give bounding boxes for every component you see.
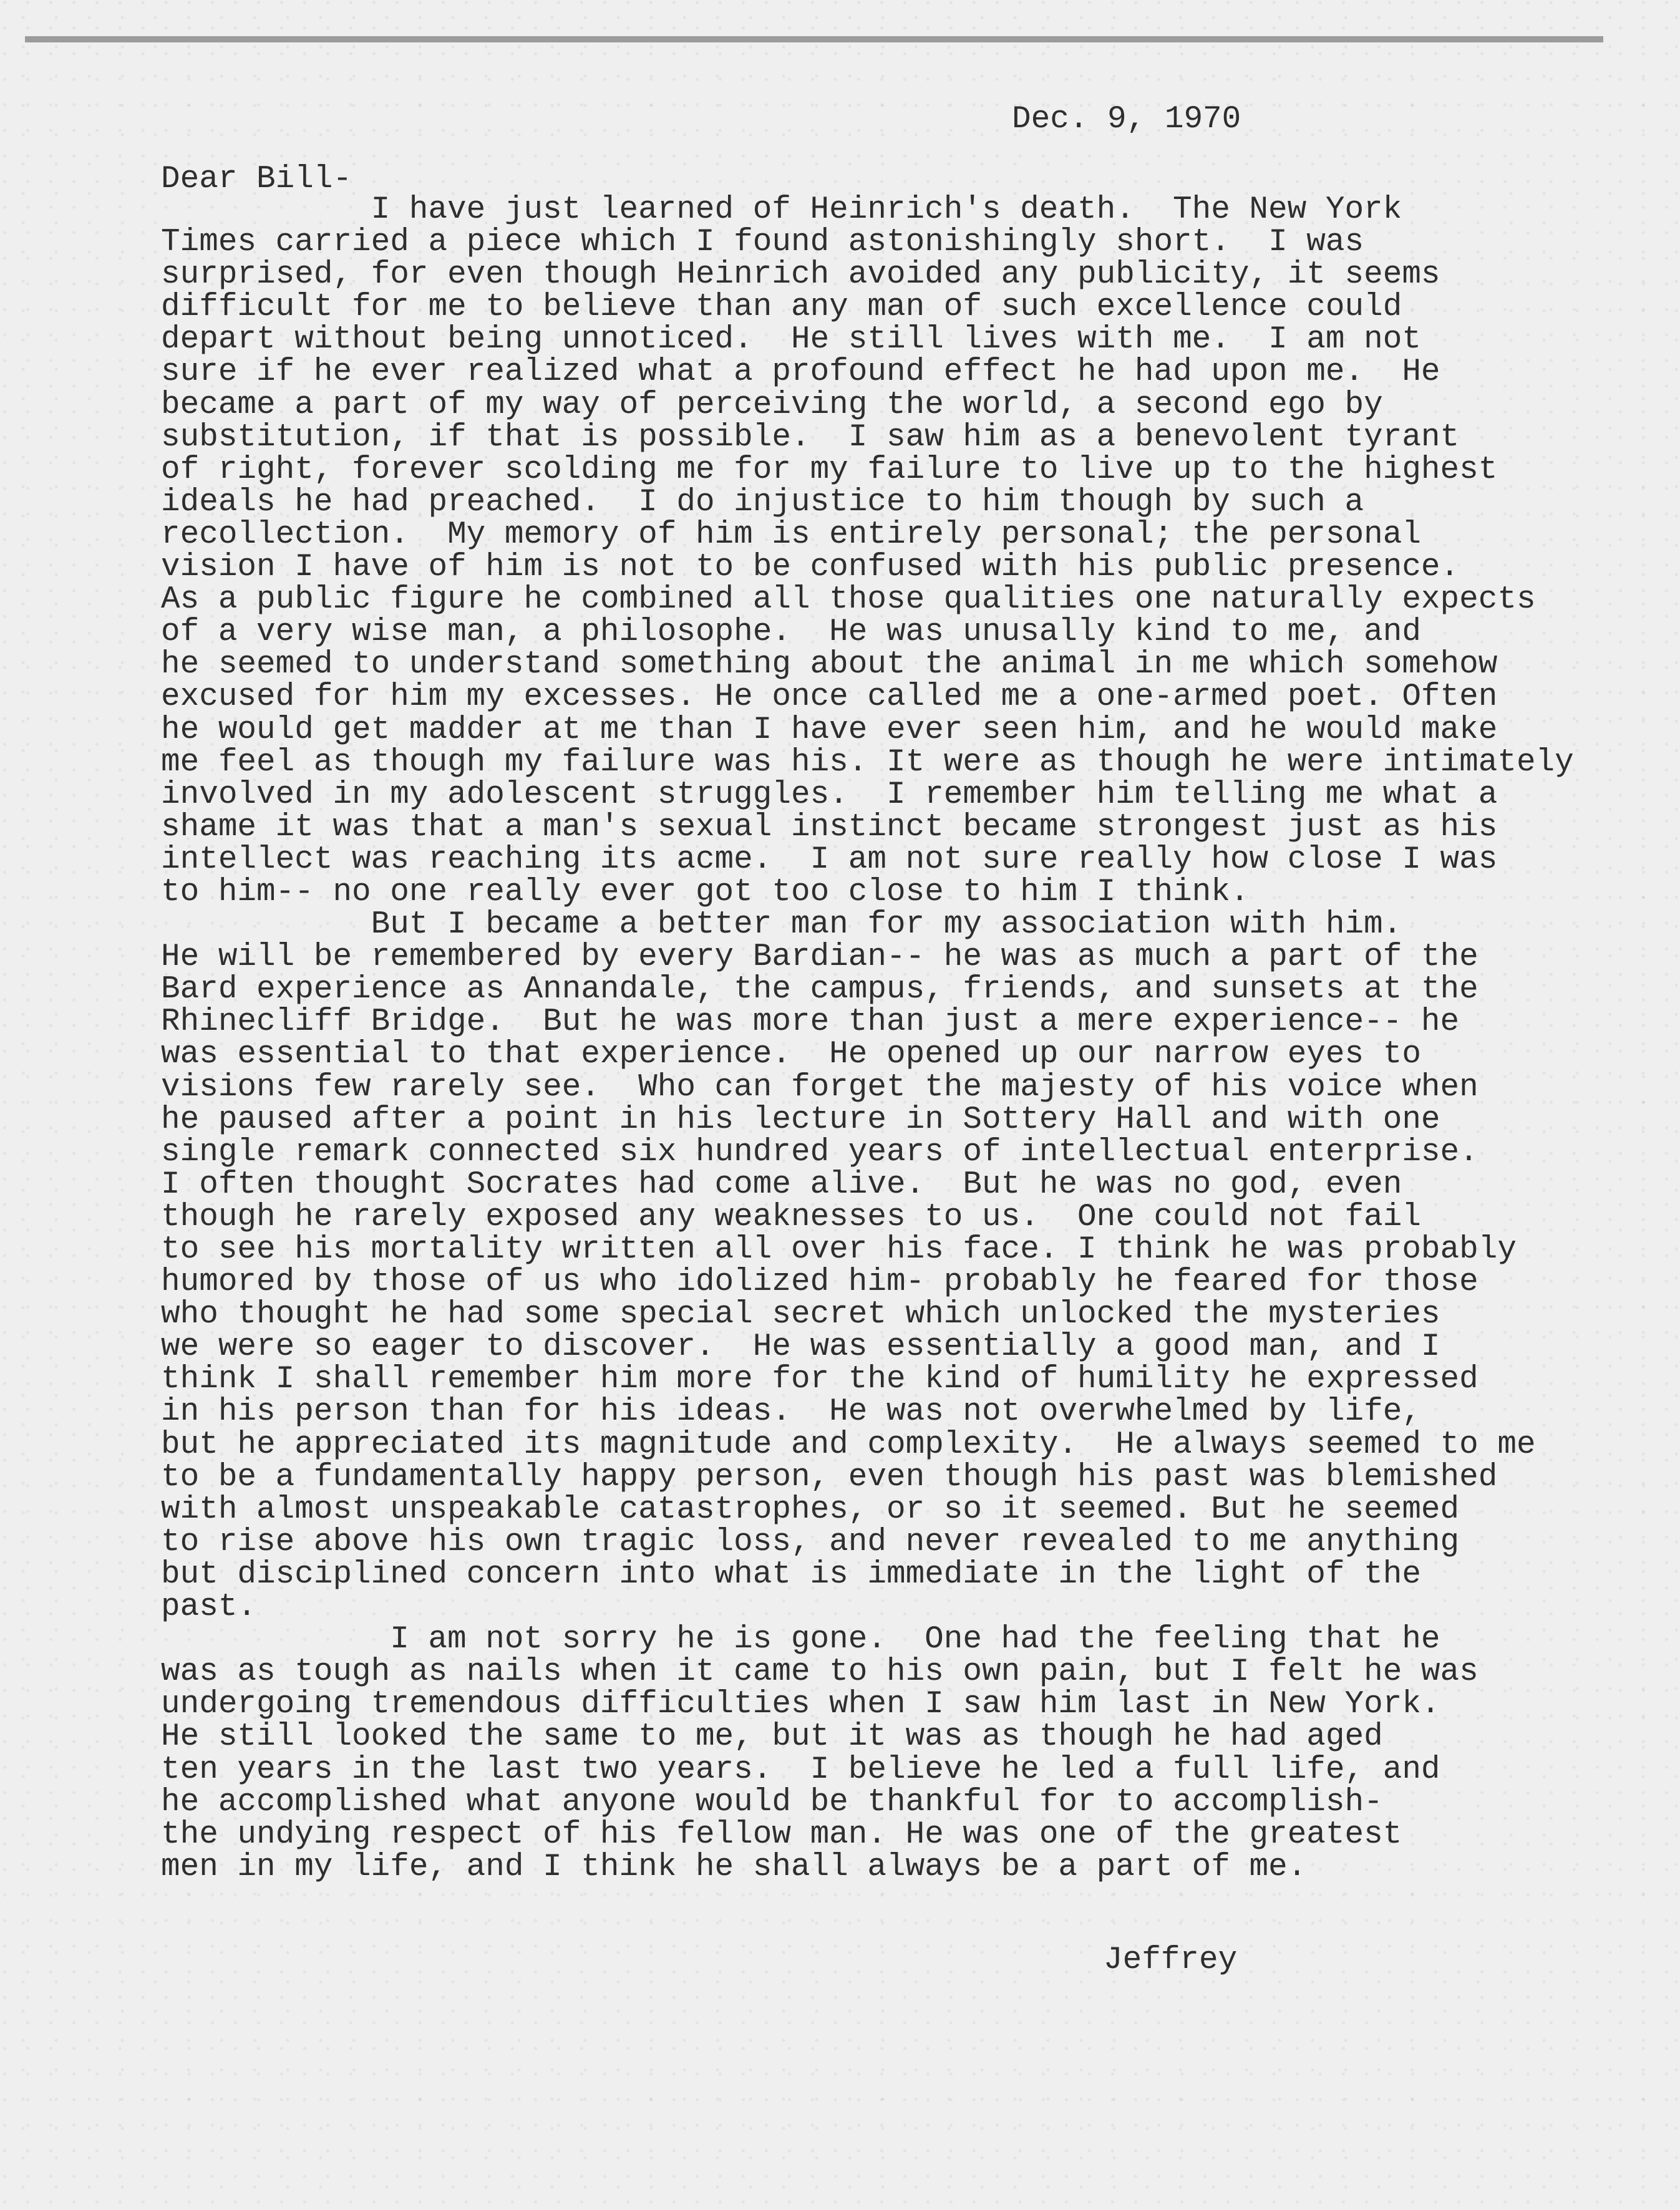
text-line: think I shall remember him more for the kind of humility he expressed xyxy=(161,1362,1478,1398)
text-line: Rhinecliff Bridge. But he was more than just a mere experience-- he xyxy=(161,1004,1460,1040)
text-line: we were so eager to discover. He was essentially a good man, and I xyxy=(161,1329,1440,1365)
text-line: became a part of my way of perceiving the world, a second ego by xyxy=(161,387,1383,423)
text-line: involved in my adolescent struggles. I remember him telling me what a xyxy=(161,777,1498,813)
text-line: sure if he ever realized what a profound effect he had upon me. He xyxy=(161,354,1440,390)
text-line: humored by those of us who idolized him- probably he feared for those xyxy=(161,1264,1478,1301)
text-line: He still looked the same to me, but it was as though he had aged xyxy=(161,1719,1383,1755)
salutation: Dear Bill- xyxy=(161,162,352,197)
text-line: men in my life, and I think he shall always be a part of me. xyxy=(161,1849,1307,1885)
text-line: surprised, for even though Heinrich avoided any publicity, it seems xyxy=(161,257,1440,293)
text-line: with almost unspeakable catastrophes, or so it seemed. But he seemed xyxy=(161,1491,1460,1528)
text-line: he seemed to understand something about the animal in me which somehow xyxy=(161,647,1498,683)
text-line: recollection. My memory of him is entirely personal; the personal xyxy=(161,516,1421,553)
text-line: excused for him my excesses. He once called me a one-armed poet. Often xyxy=(161,679,1498,715)
text-line: he would get madder at me than I have ever seen him, and he would make xyxy=(161,712,1498,748)
text-line: of a very wise man, a philosophe. He was unusally kind to me, and xyxy=(161,614,1421,651)
text-line: but he appreciated its magnitude and complexity. He always seemed to me xyxy=(161,1427,1536,1463)
letter-body xyxy=(161,194,1574,1884)
text-line: though he rarely exposed any weaknesses to us. One could not fail xyxy=(161,1199,1421,1235)
text-line: substitution, if that is possible. I saw him as a benevolent tyrant xyxy=(161,419,1460,455)
letter-date: Dec. 9, 1970 xyxy=(1012,102,1241,137)
text-line: I am not sorry he is gone. One had the feeling that he xyxy=(390,1622,1440,1658)
text-line: shame it was that a man's sexual instinct became strongest just as his xyxy=(161,809,1498,845)
text-line: to be a fundamentally happy person, even though his past was blemished xyxy=(161,1459,1498,1495)
signature: Jeffrey xyxy=(1104,1942,1238,1978)
text-line: in his person than for his ideas. He was not overwhelmed by life, xyxy=(161,1394,1421,1430)
text-line: the undying respect of his fellow man. He was one of the greatest xyxy=(161,1816,1402,1853)
text-line: who thought he had some special secret which unlocked the mysteries xyxy=(161,1297,1440,1333)
text-line: difficult for me to believe than any man of such excellence could xyxy=(161,289,1402,326)
text-line: depart without being unnoticed. He still lives with me. I am not xyxy=(161,322,1421,358)
text-line: vision I have of him is not to be confused with his public presence. xyxy=(161,550,1460,586)
text-line: ideals he had preached. I do injustice to him though by such a xyxy=(161,484,1364,520)
text-line: visions few rarely see. Who can forget the majesty of his voice when xyxy=(161,1069,1478,1105)
text-line: me feel as though my failure was his. It were as though he were intimately xyxy=(161,744,1574,780)
paragraph xyxy=(161,909,1574,1624)
text-line: he accomplished what anyone would be thankful for to accomplish- xyxy=(161,1784,1383,1820)
text-line: of right, forever scolding me for my failure to live up to the highest xyxy=(161,452,1498,488)
text-line: to him-- no one really ever got too close to him I think. xyxy=(161,874,1250,910)
text-line: Bard experience as Annandale, the campus, friends, and sunsets at the xyxy=(161,972,1478,1008)
text-line: to rise above his own tragic loss, and never revealed to me anything xyxy=(161,1524,1460,1560)
text-line: but disciplined concern into what is immediate in the light of the xyxy=(161,1556,1421,1592)
page-edge-line xyxy=(25,36,1603,42)
text-line: I have just learned of Heinrich's death. The New York xyxy=(371,192,1402,228)
text-line: was essential to that experience. He opened up our narrow eyes to xyxy=(161,1037,1421,1073)
text-line: ten years in the last two years. I believe he led a full life, and xyxy=(161,1752,1440,1788)
paragraph xyxy=(161,194,1574,909)
text-line: he paused after a point in his lecture in Sottery Hall and with one xyxy=(161,1102,1440,1138)
paragraph xyxy=(161,1624,1574,1884)
text-line: As a public figure he combined all those qualities one naturally expects xyxy=(161,582,1536,618)
text-line: But I became a better man for my association with him. xyxy=(371,907,1402,943)
text-line: past. xyxy=(161,1589,257,1626)
text-line: I often thought Socrates had come alive. But he was no god, even xyxy=(161,1166,1402,1203)
text-line: to see his mortality written all over his face. I think he was probably xyxy=(161,1232,1517,1267)
text-line: undergoing tremendous difficulties when I saw him last in New York. xyxy=(161,1687,1440,1723)
text-line: Times carried a piece which I found astonishingly short. I was xyxy=(161,225,1364,261)
text-line: intellect was reaching its acme. I am not sure really how close I was xyxy=(161,841,1498,878)
text-line: He will be remembered by every Bardian-- he was as much a part of the xyxy=(161,939,1478,976)
text-line: was as tough as nails when it came to his own pain, but I felt he was xyxy=(161,1654,1478,1690)
text-line: single remark connected six hundred years of intellectual enterprise. xyxy=(161,1134,1478,1170)
